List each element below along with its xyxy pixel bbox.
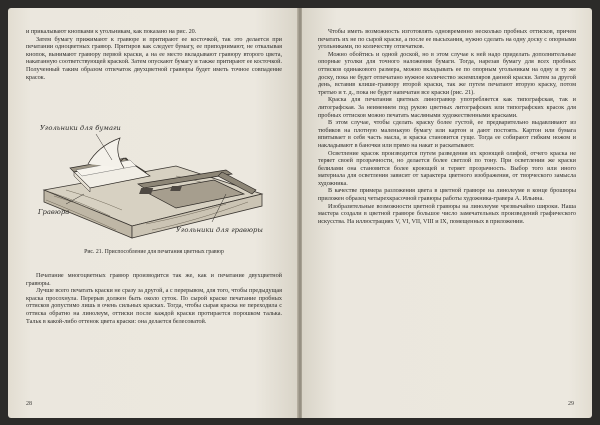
page-number-left: 28 <box>26 401 32 407</box>
paragraph: Краска для печатания цветных линогравюр употребляется как типографская, так и литографская. За неимением под рукою цветных литографских или типографских красок для пробных оттисков можно печатать масляными художественными красками. <box>318 96 576 119</box>
label-paper-angles: Угольники для бумаги <box>40 124 121 132</box>
figure-caption: Рис. 21. Приспособление для печатания цветных гравюр <box>84 249 224 255</box>
left-bottom-text <box>26 272 282 325</box>
left-page <box>8 8 298 418</box>
book-spread <box>8 8 592 418</box>
paragraph: В качестве примера разложения цвета в цветной гравюре на линолеуме в конце брошюры приложен образец четырехкрасочной гравюры работы художника-гравера А. Ильина. <box>318 187 576 203</box>
label-engraving-angles: Угольники для гравюры <box>176 226 263 234</box>
label-engraving: Гравюра <box>38 208 70 216</box>
paragraph: Осветление красок производится путем разведения их кроющей олифой, отчего краска не теряет своей прозрачности, но делается более светлой по тону. При осветлении же краски белилами она становится более кроющей и теряет прозрачность. Выбор того или иного материала для осветления зависит от характера цветного изображения, от творческого замысла художника. <box>318 149 576 187</box>
paragraph: Лучше всего печатать краски не сразу за другой, а с перерывом, для того, чтобы предыдущая краска просохнула. Перерыв должен быть около суток. По сырой краске печатание пробных оттисков допустимо лишь в очень сильных красках. Тогда, чтобы сырая краска не переходила с оттиска обратно на линолеум, оттиски после каждой краски протирается порошком талька. Тальк в какой-либо оттенок цвета краски: она делается белесоватой. <box>26 287 282 325</box>
paragraph: Можно обойтись и одной доской, но в этом случае к ней надо приделать дополнительные опорные уголки для точного наложения бумаги. Тогда, нарезав бумагу для всех пробных оттисков одинакового размера, можно вкладывать ее по опорным угольникам на одну и ту же доску, пока не будет отпечатано нужное количество экземпляров данной краски. Затем за другой день, вставив клише-гравюру второй краски, так же путем печатают вторую краску, потом третью и т. д., пока не будет напечатан все краски (рис. 21). <box>318 50 576 96</box>
left-top-text <box>26 28 282 81</box>
paragraph: и прикалывают кнопками к угольникам, как показано на рис. 20. <box>26 28 197 35</box>
paragraph: Печатание многоцветных гравюр производится так же, как и печатание двухцветной гравюры. <box>26 272 282 287</box>
right-page <box>302 8 592 418</box>
right-text <box>318 28 576 225</box>
paragraph: Затем бумагу прижимают к гравюре и притирают ее косточкой, так это делается при печатании одноцветных гравюр. Притиров как следует бумагу, ее приподнимают, не откалывая кнопок, вынимают гравюру первой краски, а на ее место вкладывают гравюру второго цвета, накатанную соответствующей краской. Затем опускают бумагу и также притирают ее косточкой. Полученный таким образом отпечаток двухцветной гравюры будет иметь точное совпадение красок. <box>26 35 282 81</box>
page-number-right: 29 <box>568 401 574 407</box>
printing-frame-illustration <box>26 120 282 246</box>
figure-21 <box>26 120 282 246</box>
paragraph: Изобразительные возможности цветной гравюры на линолеуме чрезвычайно широки. Наша мастера создали в цветной гравюре большое число замечательных произведений графического искусства. На иллюстрациях V, VI, VII, VIII и IX, помещенных в приложении. <box>318 202 576 225</box>
paragraph: В этом случае, чтобы сделать краску более густой, ее предварительно выдавливают из тюбиков на плотную маленькую бумагу или картон и дают постоять. Картон или бумага впитывает в себя часть масла, и краска становится гуще. Тогда ее собирают гибким ножом и накладывают в баночки или прямо на накат и раскатывают. <box>318 119 576 149</box>
paragraph: Чтобы иметь возможность изготовлять одновременно несколько пробных оттисков, причем печатать их не по сырой краске, а после ее высыхания, нужно сделать на одну доску с опорными угольниками, по количеству отпечатков. <box>318 28 576 51</box>
